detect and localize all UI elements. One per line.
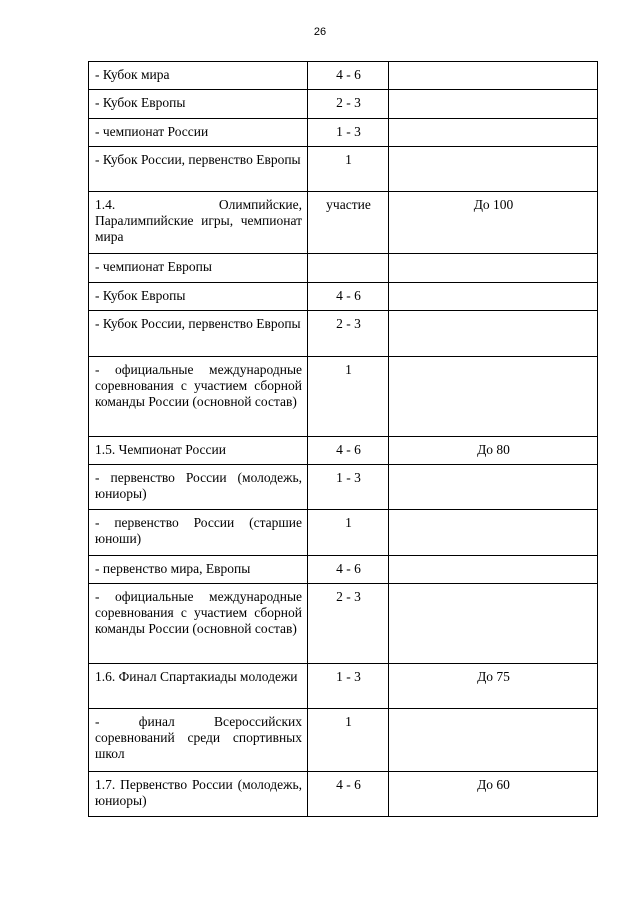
criterion-cell: - чемпионат Европы	[89, 254, 308, 283]
table-row	[89, 192, 598, 254]
table-row	[89, 119, 598, 147]
table-row	[89, 664, 598, 709]
criterion-cell: 1.7. Первенство России (молодежь, юниоры)	[89, 772, 308, 817]
criterion-cell: - финал Всероссийских соревнований среди спортивных школ	[89, 709, 308, 772]
points-cell: 1	[308, 147, 389, 192]
limit-cell	[389, 90, 598, 119]
table-row	[89, 510, 598, 556]
criterion-cell: - первенство мира, Европы	[89, 556, 308, 584]
criterion-cell: - Кубок России, первенство Европы	[89, 147, 308, 192]
criterion-cell: - официальные международные соревнования с участием сборной команды России (основной состав)	[89, 584, 308, 664]
table-row	[89, 709, 598, 772]
table-row	[89, 62, 598, 90]
points-cell: 4 - 6	[308, 283, 389, 311]
limit-cell	[389, 709, 598, 772]
points-cell: 1	[308, 709, 389, 772]
points-cell: 2 - 3	[308, 584, 389, 664]
table-row	[89, 556, 598, 584]
criterion-cell: - официальные международные соревнования с участием сборной команды России (основной состав)	[89, 357, 308, 437]
points-cell: участие	[308, 192, 389, 254]
points-cell: 1 - 3	[308, 465, 389, 510]
points-cell: 1	[308, 357, 389, 437]
table-row	[89, 584, 598, 664]
limit-cell	[389, 147, 598, 192]
limit-cell	[389, 62, 598, 90]
table-row	[89, 90, 598, 119]
limit-cell: До 80	[389, 437, 598, 465]
points-cell: 1 - 3	[308, 119, 389, 147]
criterion-cell: - Кубок России, первенство Европы	[89, 311, 308, 357]
table-row	[89, 437, 598, 465]
points-cell: 1	[308, 510, 389, 556]
limit-cell	[389, 510, 598, 556]
limit-cell	[389, 283, 598, 311]
table-row	[89, 311, 598, 357]
points-cell: 4 - 6	[308, 772, 389, 817]
criterion-cell: - Кубок Европы	[89, 90, 308, 119]
limit-cell: До 100	[389, 192, 598, 254]
criterion-cell: - Кубок Европы	[89, 283, 308, 311]
table-row	[89, 772, 598, 817]
limit-cell	[389, 584, 598, 664]
limit-cell	[389, 119, 598, 147]
criterion-cell: - чемпионат России	[89, 119, 308, 147]
points-cell: 1 - 3	[308, 664, 389, 709]
criterion-cell: - Кубок мира	[89, 62, 308, 90]
table-row	[89, 465, 598, 510]
points-cell: 4 - 6	[308, 62, 389, 90]
limit-cell: До 75	[389, 664, 598, 709]
limit-cell	[389, 357, 598, 437]
criterion-cell: 1.5. Чемпионат России	[89, 437, 308, 465]
limit-cell	[389, 311, 598, 357]
points-cell: 4 - 6	[308, 437, 389, 465]
criterion-cell: - первенство России (старшие юноши)	[89, 510, 308, 556]
limit-cell	[389, 254, 598, 283]
criteria-table	[88, 61, 598, 817]
points-cell: 2 - 3	[308, 311, 389, 357]
limit-cell: До 60	[389, 772, 598, 817]
criterion-cell: - первенство России (молодежь, юниоры)	[89, 465, 308, 510]
table-row	[89, 254, 598, 283]
limit-cell	[389, 465, 598, 510]
table-row	[89, 147, 598, 192]
points-cell: 4 - 6	[308, 556, 389, 584]
points-cell	[308, 254, 389, 283]
table-row	[89, 283, 598, 311]
criterion-cell: 1.6. Финал Спартакиады молодежи	[89, 664, 308, 709]
limit-cell	[389, 556, 598, 584]
table-row	[89, 357, 598, 437]
criterion-cell: 1.4. Олимпийские, Паралимпийские игры, чемпионат мира	[89, 192, 308, 254]
page-number: 26	[313, 26, 327, 38]
points-cell: 2 - 3	[308, 90, 389, 119]
